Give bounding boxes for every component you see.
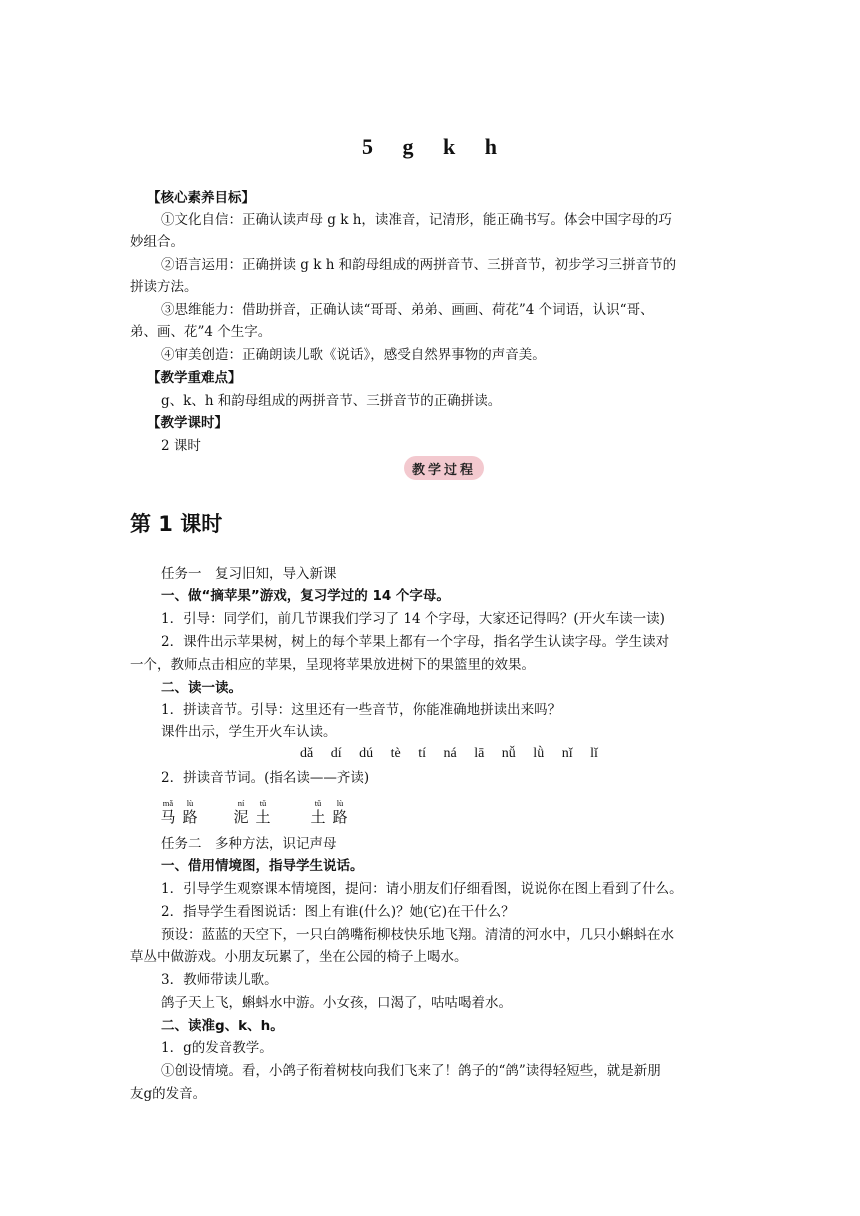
task-2-para-5: 鸽子天上飞，蝌蚪水中游。小女孩，口渴了，咕咕喝着水。: [161, 995, 512, 1011]
pinyin-annotation: lù: [186, 798, 194, 808]
task-1-para-5: 2．拼读音节词。(指名读——齐读): [161, 770, 370, 786]
lesson-title: 5 g k h: [362, 134, 498, 159]
pinyin-annotation: lù: [336, 798, 344, 808]
task-2-para-4: 3．教师带读儿歌。: [161, 972, 278, 988]
goal-2-line-1: ②语言运用：正确拼读 g k h 和韵母组成的两拼音节、三拼音节，初步学习三拼音节的: [161, 257, 677, 273]
teaching-process-badge: 教学过程: [404, 456, 484, 480]
hanzi-char: 土: [255, 808, 271, 826]
task-1-para-2-line-2: 一个，教师点击相应的苹果，呈现将苹果放进树下的果篮里的效果。: [130, 657, 535, 673]
task-2-para-3-line-2: 草丛中做游戏。小朋友玩累了，坐在公园的椅子上喝水。: [130, 949, 468, 965]
pinyin-syllable-row: dǎ dí dú tè tí ná lā nǚ lǜ nǐ lǐ: [300, 746, 598, 761]
pinyin-word-tulu: [308, 798, 350, 826]
goal-4: ④审美创造：正确朗读儿歌《说话》，感受自然界事物的声音美。: [161, 347, 546, 363]
hanzi-char: 土: [310, 808, 326, 826]
ruby-char: [308, 798, 328, 826]
core-goals-heading: 【核心素养目标】: [147, 190, 255, 206]
task-1-para-1: 1．引导：同学们，前几节课我们学习了 14 个字母，大家还记得吗？(开火车读一读): [161, 611, 665, 627]
task-1-para-2-line-1: 2．课件出示苹果树，树上的每个苹果上都有一个字母，指名学生认读字母。学生读对: [161, 634, 670, 650]
key-points-heading: 【教学重难点】: [147, 370, 242, 386]
pinyin-word-nitu: [231, 798, 273, 826]
hanzi-char: 路: [182, 808, 198, 826]
task-2-para-7-line-1: ①创设情境。看，小鸽子衔着树枝向我们飞来了！鸽子的“鸽”读得轻短些，就是新朋: [161, 1063, 661, 1079]
goal-1-line-1: ①文化自信：正确认读声母 g k h，读准音，记清形，能正确书写。体会中国字母的巧: [161, 212, 672, 228]
pinyin-word-malu: [158, 798, 200, 826]
task-2-step-2-heading: 二、读准g、k、h。: [161, 1018, 284, 1034]
task-2-para-3-line-1: 预设：蓝蓝的天空下，一只白鸽嘴衔柳枝快乐地飞翔。清清的河水中，几只小蝌蚪在水: [161, 927, 674, 943]
goal-1-line-2: 妙组合。: [130, 234, 184, 250]
pinyin-annotation: tǔ: [259, 798, 267, 808]
task-1-step-1-heading: 一、做“摘苹果”游戏，复习学过的 14 个字母。: [161, 588, 450, 604]
ruby-char: [330, 798, 350, 826]
task-2-step-1-heading: 一、借用情境图，指导学生说话。: [161, 858, 364, 874]
pinyin-annotation: mǎ: [162, 798, 174, 808]
pinyin-annotation: ní: [237, 798, 245, 808]
periods-text: 2 课时: [161, 438, 201, 454]
task-1-para-3: 1．拼读音节。引导：这里还有一些音节，你能准确地拼读出来吗？: [161, 702, 562, 718]
ruby-char: [253, 798, 273, 826]
task-2-para-6: 1．g的发音教学。: [161, 1040, 273, 1056]
hanzi-char: 泥: [233, 808, 249, 826]
task-2-para-1: 1．引导学生观察课本情境图，提问：请小朋友们仔细看图，说说你在图上看到了什么。: [161, 881, 683, 897]
hanzi-char: 路: [332, 808, 348, 826]
hanzi-char: 马: [160, 808, 176, 826]
task-2-para-2: 2．指导学生看图说话：图上有谁(什么)？她(它)在干什么？: [161, 904, 515, 920]
goal-3-line-2: 弟、画、花”4 个生字。: [130, 324, 272, 340]
periods-heading: 【教学课时】: [147, 415, 228, 431]
task-2-title: 任务二 多种方法，识记声母: [161, 836, 337, 852]
goal-3-line-1: ③思维能力：借助拼音，正确认读“哥哥、弟弟、画画、荷花”4 个词语，认识“哥、: [161, 302, 654, 318]
task-1-step-2-heading: 二、读一读。: [161, 680, 242, 696]
key-points-text: g、k、h 和韵母组成的两拼音节、三拼音节的正确拼读。: [161, 393, 502, 409]
goal-2-line-2: 拼读方法。: [130, 279, 198, 295]
ruby-char: [180, 798, 200, 826]
task-2-para-7-line-2: 友g的发音。: [130, 1086, 207, 1102]
ruby-char: [231, 798, 251, 826]
task-1-title: 任务一 复习旧知，导入新课: [161, 566, 337, 582]
ruby-char: [158, 798, 178, 826]
task-1-para-4: 课件出示，学生开火车认读。: [161, 724, 337, 740]
lesson-period-heading: 第 1 课时: [130, 512, 223, 536]
pinyin-annotation: tǔ: [314, 798, 322, 808]
